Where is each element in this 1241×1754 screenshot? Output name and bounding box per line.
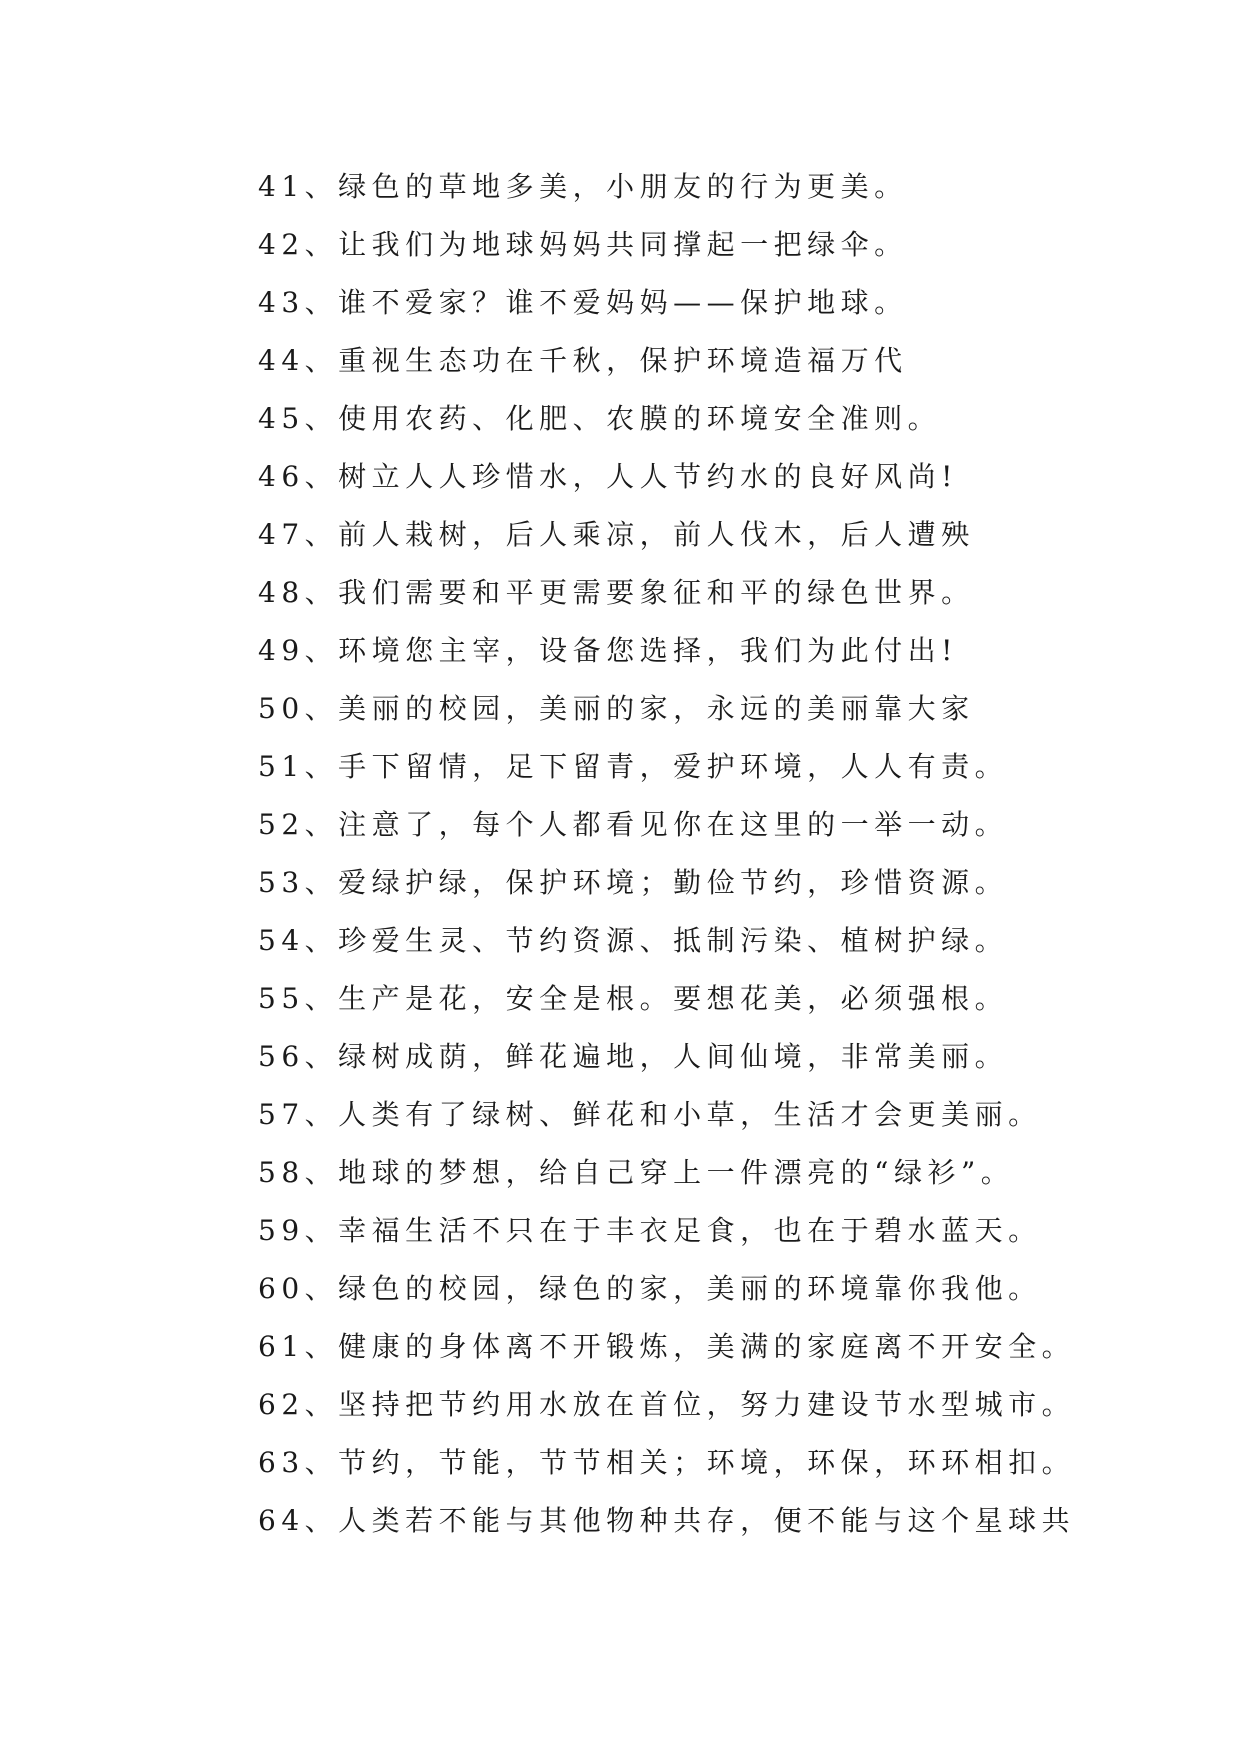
slogan-line-42: 42、让我们为地球妈妈共同撑起一把绿伞。: [258, 228, 908, 261]
slogan-line-53: 53、爱绿护绿，保护环境；勤俭节约，珍惜资源。: [258, 866, 1009, 899]
slogan-line-55: 55、生产是花，安全是根。要想花美，必须强根。: [258, 982, 1009, 1015]
slogan-line-56: 56、绿树成荫，鲜花遍地，人间仙境，非常美丽。: [258, 1040, 1009, 1073]
slogan-line-49: 49、环境您主宰，设备您选择，我们为此付出!: [258, 634, 958, 667]
slogan-line-58: 58、地球的梦想，给自己穿上一件漂亮的“绿衫”。: [258, 1156, 1015, 1189]
slogan-line-46: 46、树立人人珍惜水，人人节约水的良好风尚!: [258, 460, 958, 493]
slogan-list: [258, 158, 1158, 1550]
slogan-line-45: 45、使用农药、化肥、农膜的环境安全准则。: [258, 402, 942, 435]
slogan-line-64: 64、人类若不能与其他物种共存，便不能与这个星球共: [258, 1504, 1076, 1537]
slogan-line-62: 62、坚持把节约用水放在首位，努力建设节水型城市。: [258, 1388, 1076, 1421]
slogan-line-52: 52、注意了，每个人都看见你在这里的一举一动。: [258, 808, 1009, 841]
slogan-line-57: 57、人类有了绿树、鲜花和小草，生活才会更美丽。: [258, 1098, 1042, 1131]
slogan-line-41: 41、绿色的草地多美，小朋友的行为更美。: [258, 170, 908, 203]
slogan-line-50: 50、美丽的校园，美丽的家，永远的美丽靠大家: [258, 692, 975, 725]
slogan-line-47: 47、前人栽树，后人乘凉，前人伐木，后人遭殃: [258, 518, 975, 551]
slogan-line-61: 61、健康的身体离不开锻炼，美满的家庭离不开安全。: [258, 1330, 1076, 1363]
slogan-line-51: 51、手下留情，足下留青，爱护环境，人人有责。: [258, 750, 1009, 783]
slogan-line-43: 43、谁不爱家？谁不爱妈妈——保护地球。: [258, 286, 908, 319]
slogan-line-48: 48、我们需要和平更需要象征和平的绿色世界。: [258, 576, 975, 609]
slogan-line-59: 59、幸福生活不只在于丰衣足食，也在于碧水蓝天。: [258, 1214, 1042, 1247]
slogan-line-60: 60、绿色的校园，绿色的家，美丽的环境靠你我他。: [258, 1272, 1042, 1305]
slogan-line-54: 54、珍爱生灵、节约资源、抵制污染、植树护绿。: [258, 924, 1009, 957]
slogan-line-63: 63、节约，节能，节节相关；环境，环保，环环相扣。: [258, 1446, 1076, 1479]
slogan-line-44: 44、重视生态功在千秋，保护环境造福万代: [258, 344, 908, 377]
